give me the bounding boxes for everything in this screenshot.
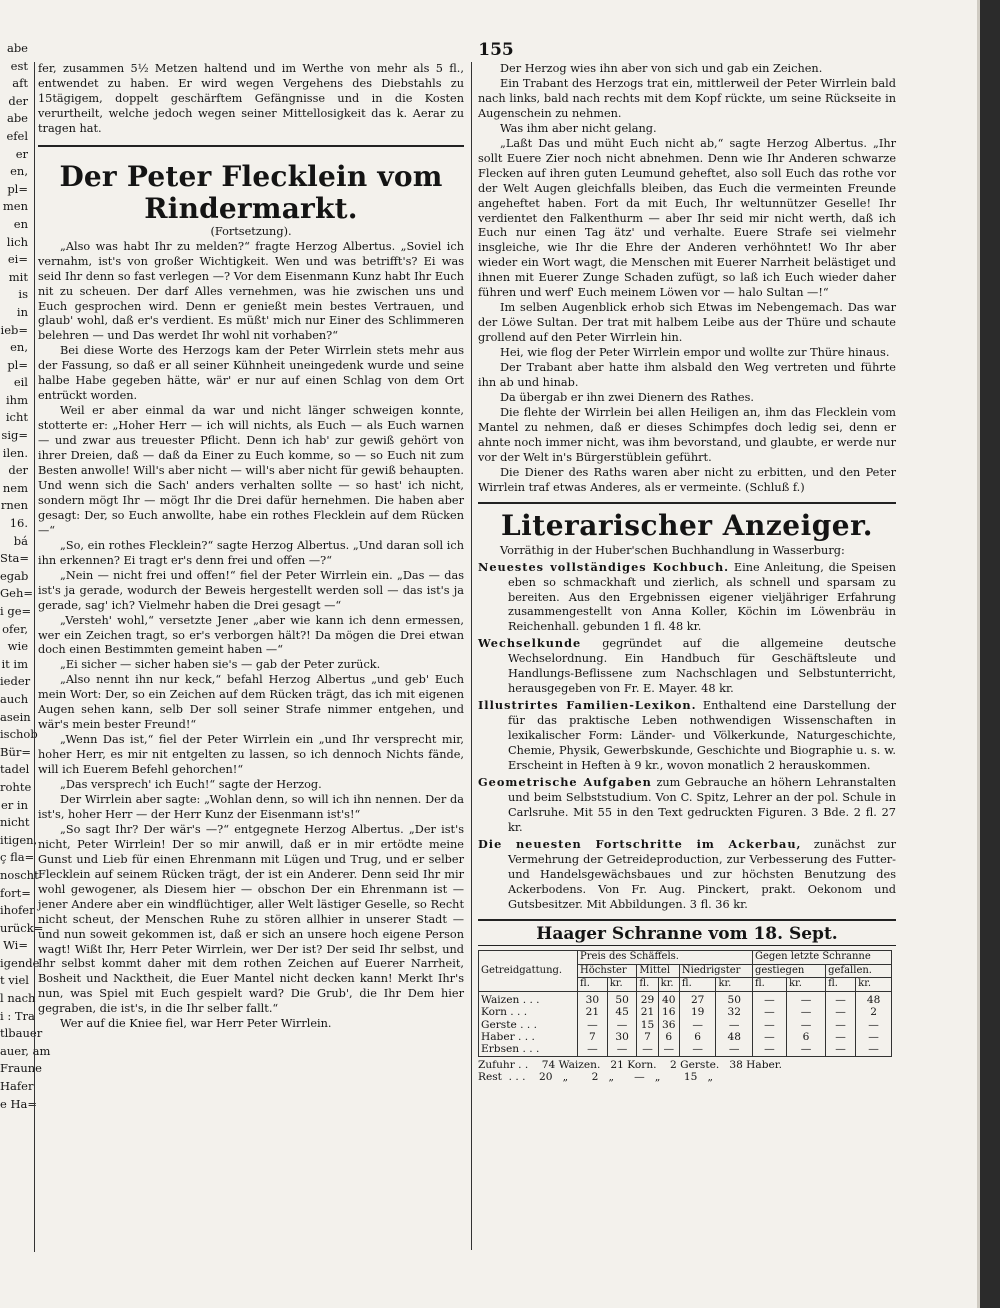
price-cell: 30 xyxy=(578,991,608,1006)
story-paragraph: „Laßt Das und müht Euch nicht ab,“ sagte Herzog Albertus. „Ihr sollt Euere Zier noch nicht abnehmen. Denn wie Ihr Anderen schwarze Flecken auf ihren guten Leumund geheftet, also soll Euch das rothe vor der Welt Augen gleichfalls bleiben, das Euch die vermeinten Freunde angeheftet haben. Fort da mit Euch, Ihr weltunnützer Geselle! Ihr verdientet den Falkenthurm — aber Ihr seid mir nicht werth, daß ich Euch nur einen Tag ätz' und verhalte. Euere Strafe sei vielmehr insgleiche, wie Ihr die Ehre der Anderen verhöhntet! Wo Ihr aber wieder ein Wort wagt, die Menschen mit Euerer Narrheit belästiget und ihnen mit Euerer Zunge Schaden zufügt, so laß ich Euch wieder daher führen und werf' Euch meinem Löwen vor — halo Sultan —!“ xyxy=(478,136,896,300)
book-ad-text: gegründet auf die allgemeine deutsche Wechselordnung. Ein Handbuch für Geschäftsleute und Handlungs-Beflissene zum Nachschlagen und Selbstunterricht, herausgegeben von Fr. E. Mayer. 48 kr. xyxy=(508,637,897,696)
table-subhead: gefallen. xyxy=(826,964,892,977)
bleed-fragment: en xyxy=(13,216,28,231)
book-ad-text: zum Gebrauche an höhern Lehranstalten und beim Selbststudium. Von C. Spitz, Lehrer an der pol. Schule in Carlsruhe. Mit 55 in den Text gedruckten Figuren. 3 Bde. 2 fl. 27 kr. xyxy=(508,775,897,834)
bleed-fragment: abe xyxy=(6,111,28,126)
story-paragraph: Die Diener des Raths waren aber nicht zu erbitten, und den Peter Wirrlein traf etwas Anderes, als er vermeinte. (Schluß f.) xyxy=(478,465,896,494)
price-cell: 48 xyxy=(856,991,892,1006)
price-cell: 6 xyxy=(786,1031,825,1043)
book-ad-text: zunächst zur Vermehrung der Getreideproduction, zur Verbesserung des Futter- und Handelsgewächsbaues und zur höchsten Benutzung des Ackerbodens. Von Fr. Aug. Pinckert, prakt. Oekonom und Gutsbesitzer. Mit Abbildungen. 3 fl. 36 kr. xyxy=(508,837,897,911)
price-cell: — xyxy=(826,1019,856,1031)
story-paragraph: „So, ein rothes Flecklein?“ sagte Herzog Albertus. „Und daran soll ich ihn erkennen? Ei tragt er's denn frei und offen —?“ xyxy=(38,538,464,567)
story-paragraph: Da übergab er ihn zwei Dienern des Rathes. xyxy=(500,390,754,404)
price-cell: 15 xyxy=(637,1019,658,1031)
intro-text: fer, zusammen 5½ Metzen haltend und im Werthe von mehr als 5 fl., entwendet zu haben. Er wird wegen Vergehens des Diebstahls zu 15tägigem, doppelt geschärftem Gefängnisse und in die Kosten verurtheilt, welche jedoch wegen seiner Mittellosigkeit das k. Aerar zu tragen hat. xyxy=(38,62,464,135)
story-paragraph: „Wenn Das ist,“ fiel der Peter Wirrlein ein „und Ihr versprecht mir, hoher Herr, es mir nit entgelten zu lassen, so ich dennoch Nichts fände, will ich Euerem Befehl gehorchen!“ xyxy=(38,733,464,777)
book-ads xyxy=(478,560,896,913)
section-rule xyxy=(478,945,896,946)
book-ad-title: Die neuesten Fortschritte im Ackerbau, xyxy=(478,836,802,851)
price-cell: — xyxy=(856,1043,892,1056)
price-cell: 21 xyxy=(578,1006,608,1018)
price-cell: 2 xyxy=(856,1006,892,1018)
story-paragraph: Die flehte der Wirrlein bei allen Heiligen an, ihm das Flecklein vom Mantel zu nehmen, daß er dieses Schimpfes doch ledig sei, denn er ahnte noch immer nicht, was ihm bevorstand, und glaubte, er werde nur vor der Welt in's Bürgerstüblein geführt. xyxy=(478,405,896,464)
table-subhead: gestiegen xyxy=(752,964,825,977)
story-paragraph: Ein Trabant des Herzogs trat ein, mittlerweil der Peter Wirrlein bald nach links, bald nach rechts mit dem Kopf rückte, um seine Rückseite in Augenschein zu nehmen. xyxy=(478,76,896,120)
price-cell: 6 xyxy=(658,1031,679,1043)
table-row xyxy=(479,1043,892,1056)
bleed-fragment: e Ha= xyxy=(0,1096,37,1111)
story-body-continued xyxy=(478,62,896,496)
story-continuation: (Fortsetzung). xyxy=(210,224,292,238)
price-cell: 48 xyxy=(716,1031,753,1043)
price-cell: — xyxy=(716,1043,753,1056)
bleed-fragment: nem xyxy=(2,480,28,495)
right-column xyxy=(478,62,896,1084)
bleed-fragment: t viel xyxy=(0,973,29,988)
bleed-fragment: asein xyxy=(0,709,31,724)
price-cell: — xyxy=(826,991,856,1006)
price-cell: 29 xyxy=(637,991,658,1006)
price-cell: — xyxy=(716,1019,753,1031)
grain-name: Erbsen . . . xyxy=(479,1043,578,1056)
price-cell: — xyxy=(752,1006,786,1018)
table-row xyxy=(479,991,892,1006)
bleed-fragment: Fraune xyxy=(0,1061,42,1076)
price-cell: — xyxy=(637,1043,658,1056)
story-paragraph: „Also nennt ihn nur keck,“ befahl Herzog Albertus „und geb' Euch mein Wort: Der, so ein Zeichen auf dem Rücken trägt, das ich mit eigenen Augen sehen kann, selb Der soll seiner Strafe nimmer entgehen, und wär's mein bester Freund!“ xyxy=(38,673,464,732)
bleed-fragment: ofer, xyxy=(2,621,28,636)
price-cell: — xyxy=(752,1031,786,1043)
bleed-fragment: tadel xyxy=(0,762,30,777)
zufuhr-line: Zufuhr . . 74 Waizen. 21 Korn. 2 Gerste. 38 Haber. xyxy=(478,1058,783,1071)
bleed-fragment: rohte xyxy=(0,779,32,794)
story-title: Der Peter Flecklein vom Rindermarkt. xyxy=(59,159,443,225)
price-cell: — xyxy=(786,1043,825,1056)
left-column xyxy=(38,62,464,1032)
price-cell: 19 xyxy=(679,1006,716,1018)
bleed-fragment: noscht xyxy=(0,867,39,882)
table-head-grain: Getreidgattung. xyxy=(479,951,578,991)
book-ad-text: Enthaltend eine Darstellung der für das praktische Leben nothwendigen Wissenschaften in lexikalischer Form: Länder- und Völkerkunde, Naturgeschichte, Chemie, Physik, Gewerbskunde, Geschichte und Biographie u. s. w. Erscheint in Heften à 9 kr., wovon monatlich 2 herauskommen. xyxy=(508,699,897,772)
bleed-fragment: it im xyxy=(1,656,28,671)
bleed-fragment: Geh= xyxy=(0,586,34,601)
table-unit: fl. xyxy=(752,978,786,991)
bleed-fragment: pl= xyxy=(7,181,28,196)
table-subhead: Niedrigster xyxy=(679,964,752,977)
book-ad xyxy=(478,837,896,913)
grain-name: Gerste . . . xyxy=(479,1019,578,1031)
bleed-fragment: efel xyxy=(6,128,28,143)
story-paragraph: „Das versprech' ich Euch!“ sagte der Herzog. xyxy=(60,778,322,792)
bleed-fragment: abe xyxy=(6,41,28,55)
price-cell: 27 xyxy=(679,991,716,1006)
bleed-fragment: lich xyxy=(6,234,28,249)
story-paragraph: Bei diese Worte des Herzogs kam der Peter Wirrlein stets mehr aus der Fassung, so daß er all seiner Kühnheit uneingedenk wurde und seine halbe Habe gegeben hätte, wär' er nur auf einen Schlag von dem Ort entrückt worden. xyxy=(38,344,464,403)
bleed-fragment: Sta= xyxy=(0,551,29,566)
bleed-fragment: eil xyxy=(13,375,28,390)
bleed-fragment: i : Tra xyxy=(0,1008,35,1023)
price-cell: 21 xyxy=(637,1006,658,1018)
bleed-fragment: sig= xyxy=(1,428,28,443)
price-cell: — xyxy=(578,1043,608,1056)
price-cell: 45 xyxy=(607,1006,637,1018)
bleed-fragment: mit xyxy=(8,269,28,284)
price-cell: — xyxy=(658,1043,679,1056)
bleed-fragment: ei= xyxy=(7,252,28,267)
price-cell: 36 xyxy=(658,1019,679,1031)
price-cell: — xyxy=(826,1043,856,1056)
bleed-fragment: est xyxy=(10,58,28,73)
story-paragraph: „Also was habt Ihr zu melden?“ fragte Herzog Albertus. „Soviel ich vernahm, ist's von großer Wichtigkeit. Wen und was betrifft's? Ei was seid Ihr denn so fast verlegen —? Vor dem Eisenmann Kunz habt Ihr Euch nit zu scheuen. Der darf Alles vernehmen, was hie zwischen uns und Euch gesprochen wird. Denn er genießt mein bestes Vertrauen, und glaub' wohl, daß er's verdient. Es müßt' mich nur Einer des Schlimmeren belehren — und Das werdet Ihr wohl nit vorhaben?“ xyxy=(38,239,464,343)
page-number: 155 xyxy=(478,40,514,60)
scan-border xyxy=(980,0,1000,1308)
bleed-fragment: ieder xyxy=(0,674,31,689)
price-cell: — xyxy=(826,1031,856,1043)
bleed-fragment: wie xyxy=(7,639,28,654)
bleed-fragment: rnen xyxy=(0,498,28,513)
bleed-fragment: der xyxy=(8,93,28,108)
bleed-fragment: en, xyxy=(10,164,28,179)
grain-name: Korn . . . xyxy=(479,1006,578,1018)
bleed-fragment: en, xyxy=(10,340,28,355)
bleed-fragment: 16. xyxy=(9,516,28,531)
column-divider xyxy=(471,62,472,1250)
bleed-fragment: in xyxy=(16,304,28,319)
story-body xyxy=(38,240,464,1033)
price-cell: — xyxy=(752,1043,786,1056)
price-cell: — xyxy=(679,1019,716,1031)
price-cell: 50 xyxy=(607,991,637,1006)
bleed-fragment: l nach xyxy=(0,991,36,1006)
price-cell: — xyxy=(786,1019,825,1031)
price-cell: — xyxy=(679,1043,716,1056)
story-paragraph: „So sagt Ihr? Der wär's —?“ entgegnete Herzog Albertus. „Der ist's nicht, Peter Wirrlein! Der so mir anwill, daß er in mir ertödte meine Gunst und Lieb für einen Ehrenmann mit Lügen und Trug, und er selber Flecklein auf seinem Rücken trägt, der ist ein Anderer. Denn seid Ihr mir wohl gewogener, als Diesem hier — obschon Der ein Ehrenmann ist — jener Andere aber ein windflüchtiger, aller Welt lästiger Geselle, so Recht nicht scheut, der Menschen Ruhe zu stören allhier in unserer Stadt — und nun soweit gekommen ist, daß er sich an unsere hoch eigene Person wagt! Wißt Ihr, Herr Peter Wirrlein, wer Der ist? Der seid Ihr selbst, und Ihr selbst kommt daher mit dem rothen Zeichen auf Euerer Narrheit, Bosheit und Nacktheit, die Euer Mantel nicht decken kann! Merkt Ihr's nun, was Spiel mit Euch gespielt ward? Die Grub', die Ihr Dem hier gegraben, die ist's, in die Ihr selber fallt.“ xyxy=(38,822,464,1016)
section-rule xyxy=(478,919,896,921)
table-row xyxy=(479,1019,892,1031)
rest-line: Rest . . . 20 „ 2 „ — „ 15 „ xyxy=(478,1071,713,1084)
book-ad-title: Illustrirtes Familien-Lexikon. xyxy=(478,698,697,713)
price-cell: — xyxy=(856,1031,892,1043)
story-paragraph: Der Trabant aber hatte ihm alsbald den Weg vertreten und führte ihn ab und hinab. xyxy=(478,361,896,390)
story-paragraph: „Versteh' wohl,“ versetzte Jener „aber wie kann ich denn ermessen, wer ein Zeichen tragt, so er's verborgen hält?! Da mögen die Drei etwan doch einen Bestimmten gemeint haben —“ xyxy=(38,613,464,657)
bleed-fragment: nicht xyxy=(0,815,30,830)
table-unit: fl. xyxy=(637,978,658,991)
bleed-fragment: Bür= xyxy=(0,744,31,759)
anzeiger-title: Literarischer Anzeiger. xyxy=(500,508,874,542)
book-ad xyxy=(478,698,896,774)
price-cell: — xyxy=(607,1019,637,1031)
grain-price-table xyxy=(478,950,892,1056)
table-unit: kr. xyxy=(786,978,825,991)
bleed-fragment: urück= xyxy=(0,920,44,935)
price-cell: 7 xyxy=(578,1031,608,1043)
story-paragraph: Im selben Augenblick erhob sich Etwas im Nebengemach. Das war der Löwe Sultan. Der trat mit halbem Leibe aus der Thüre und schaute grollend auf den Peter Wirrlein hin. xyxy=(478,301,896,345)
table-unit: kr. xyxy=(658,978,679,991)
table-unit: kr. xyxy=(607,978,637,991)
bleed-fragment: men xyxy=(2,199,28,214)
story-paragraph: Weil er aber einmal da war und nicht länger schweigen konnte, stotterte er: „Hoher Herr — ich will nichts, als Euch — als Euch warnen — und zwar aus treuester Pflicht. Denn ich hab' zur gewiß gehört von ihrer Dreien, daß — daß da Einer zu Euch komme, so — so Euch nit zum Besten anwolle! Will's aber nicht — will's aber nicht für gewiß behaupten. Und wenn sich die Sach' anders verhalten sollte — so hast' ich nicht, sondern mögt Ihr — mögt Ihr die Drei dafür hernehmen. Die haben aber gesagt: Der, so Euch anwollte, habe ein rothes Flecklein auf dem Rücken —“ xyxy=(38,404,464,537)
price-cell: — xyxy=(856,1019,892,1031)
left-page-bleed xyxy=(0,40,51,1308)
price-cell: 40 xyxy=(658,991,679,1006)
story-paragraph: Wer auf die Kniee fiel, war Herr Peter Wirrlein. xyxy=(60,1017,332,1031)
price-cell: — xyxy=(786,991,825,1006)
table-unit: kr. xyxy=(716,978,753,991)
price-cell: 32 xyxy=(716,1006,753,1018)
book-ad xyxy=(478,636,896,697)
price-cell: — xyxy=(826,1006,856,1018)
bleed-fragment: igende xyxy=(0,955,40,970)
story-paragraph: „Nein — nicht frei und offen!“ fiel der Peter Wirrlein ein. „Das — das ist's ja gerade, wodurch der Beweis hergestellt werden soll — das ist's ja gerade, sag' ich? Vielmehr haben die Drei gesagt —“ xyxy=(38,568,464,612)
bleed-fragment: ieb= xyxy=(0,322,28,337)
book-ad xyxy=(478,560,896,636)
table-unit: kr. xyxy=(856,978,892,991)
bleed-fragment: ç fla= xyxy=(0,850,35,865)
bleed-fragment: ihm xyxy=(6,392,28,407)
bleed-fragment: egab xyxy=(0,568,29,583)
price-cell: — xyxy=(752,1019,786,1031)
left-column-edge-rule xyxy=(34,62,35,1252)
table-row xyxy=(479,1006,892,1018)
bleed-fragment: Wi= xyxy=(3,938,28,953)
table-subhead: Mittel xyxy=(637,964,680,977)
grain-name: Haber . . . xyxy=(479,1031,578,1043)
price-cell: 50 xyxy=(716,991,753,1006)
price-cell: — xyxy=(786,1006,825,1018)
bleed-fragment: der xyxy=(8,463,28,478)
table-unit: fl. xyxy=(826,978,856,991)
section-rule xyxy=(38,145,464,147)
bleed-fragment: auer, am xyxy=(0,1043,51,1058)
table-subhead: Höchster xyxy=(578,964,637,977)
bleed-fragment: auch xyxy=(0,691,29,706)
bleed-fragment: icht xyxy=(5,410,28,425)
book-ad-text: Eine Anleitung, die Speisen eben so schmackhaft und zierlich, als schnell und sparsam zu bereiten. Aus den Ergebnissen eigener vieljähriger Erfahrung zusammengestellt von Anna Koller, Köchin im Löwenbräu in Reichenhall. gebunden 1 fl. 48 kr. xyxy=(508,560,896,634)
bleed-fragment: i ge= xyxy=(0,604,32,618)
section-rule xyxy=(478,502,896,504)
bleed-fragment: Hafer xyxy=(0,1079,34,1094)
schranne-title: Haager Schranne vom 18. Sept. xyxy=(536,923,838,944)
book-ad-title: Wechselkunde xyxy=(478,636,582,651)
bleed-fragment: ilen. xyxy=(2,445,28,460)
bleed-fragment: pl= xyxy=(7,357,28,372)
book-ad-title: Geometrische Aufgaben xyxy=(478,774,652,789)
bleed-fragment: fort= xyxy=(0,885,31,900)
story-paragraph: Der Herzog wies ihn aber von sich und gab ein Zeichen. xyxy=(500,62,823,75)
book-ad xyxy=(478,775,896,836)
story-paragraph: „Ei sicher — sicher haben sie's — gab der Peter zurück. xyxy=(60,658,381,672)
price-cell: 30 xyxy=(607,1031,637,1043)
price-cell: — xyxy=(607,1043,637,1056)
bleed-fragment: ihofer xyxy=(0,903,35,918)
bleed-fragment: ischob xyxy=(0,727,38,742)
price-cell: 16 xyxy=(658,1006,679,1018)
bleed-fragment: itigen, xyxy=(0,832,38,847)
bleed-fragment: tlbauer xyxy=(0,1026,43,1041)
price-cell: — xyxy=(578,1019,608,1031)
table-head-change: Gegen letzte Schranne xyxy=(752,951,891,964)
table-head-price: Preis des Schäffels. xyxy=(578,951,753,964)
book-ad-title: Neuestes vollständiges Kochbuch. xyxy=(478,559,730,574)
story-paragraph: Der Wirrlein aber sagte: „Wohlan denn, so will ich ihn nennen. Der da ist's, hoher Herr — der Herr Kunz der Eisenmann ist's!“ xyxy=(38,792,464,821)
bleed-fragment: bá xyxy=(13,533,28,548)
story-paragraph: Hei, wie flog der Peter Wirrlein empor und wollte zur Thüre hinaus. xyxy=(500,346,890,360)
bleed-fragment: aft xyxy=(12,76,28,91)
price-cell: 7 xyxy=(637,1031,658,1043)
story-paragraph: Was ihm aber nicht gelang. xyxy=(500,121,657,135)
table-unit: fl. xyxy=(578,978,608,991)
grain-name: Waizen . . . xyxy=(479,991,578,1006)
price-cell: 6 xyxy=(679,1031,716,1043)
bleed-fragment: is xyxy=(18,287,28,302)
bleed-fragment: er in xyxy=(0,797,28,812)
anzeiger-intro: Vorräthig in der Huber'schen Buchhandlung in Wasserburg: xyxy=(500,543,845,557)
price-cell: — xyxy=(752,991,786,1006)
table-unit: fl. xyxy=(679,978,716,991)
table-row xyxy=(479,1031,892,1043)
bleed-fragment: er xyxy=(15,146,28,161)
